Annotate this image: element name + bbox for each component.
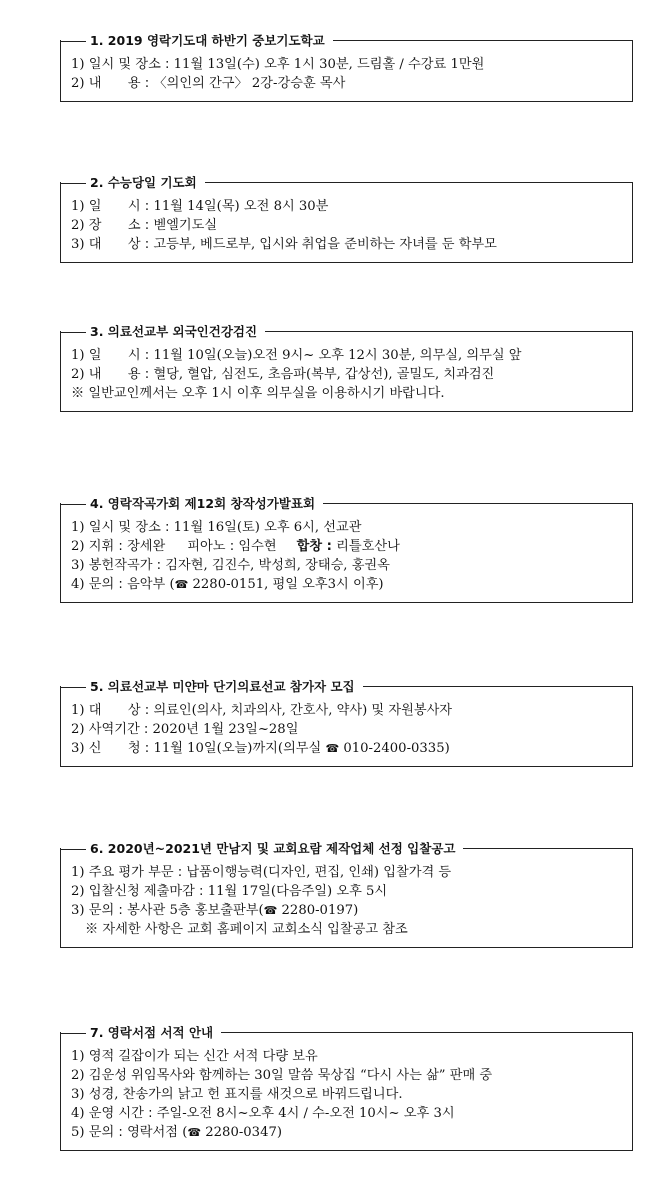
list-item xyxy=(71,1123,622,1142)
item-number: 3) xyxy=(71,1087,85,1102)
item-number: 3) xyxy=(71,237,85,252)
item-value: 김자현, 김진수, 박성희, 장태승, 홍권옥 xyxy=(161,558,390,573)
phone-icon: ☎ xyxy=(325,742,340,755)
item-value: 2280-0151, 평일 오후3시 이후) xyxy=(188,577,384,592)
item-value: 고등부, 베드로부, 입시와 취업을 준비하는 자녀를 둔 학부모 xyxy=(149,237,497,252)
item-label: 봉헌작곡가 : xyxy=(88,558,162,573)
item-value: 리틀호산나 xyxy=(331,539,400,554)
item-label: 지휘 : xyxy=(88,539,123,554)
list-item xyxy=(71,701,622,720)
item-label: 합창 : xyxy=(296,539,332,554)
notice-section-7 xyxy=(60,1025,633,1151)
item-label: 운영 시간 : xyxy=(88,1106,153,1121)
title-rule xyxy=(60,332,86,333)
item-number: 3) xyxy=(71,903,85,918)
phone-icon: ☎ xyxy=(174,578,189,591)
section-title-text: 2. 수능당일 기도회 xyxy=(90,175,197,190)
section-title xyxy=(61,31,333,51)
item-number: 5) xyxy=(71,1125,85,1140)
item-number: 2) xyxy=(71,539,85,554)
item-value: 김운성 위임목사와 함께하는 30일 말씀 묵상집 “다시 사는 삶” 판매 중 xyxy=(88,1068,493,1083)
item-number: 1) xyxy=(71,199,85,214)
list-item xyxy=(71,537,622,556)
item-number: 2) xyxy=(71,76,85,91)
list-item xyxy=(71,1066,622,1085)
item-number: 2) xyxy=(71,367,85,382)
item-value: 〈의인의 간구〉 2강-강승훈 목사 xyxy=(149,76,346,91)
item-number: 1) xyxy=(71,865,85,880)
item-value: 의료인(의사, 치과의사, 간호사, 약사) 및 자원봉사자 xyxy=(149,703,453,718)
item-label: 피아노 : xyxy=(187,539,235,554)
notice-section-3 xyxy=(60,324,633,412)
item-label: 일 시 : xyxy=(88,348,150,363)
item-value: 영락서점 ( xyxy=(122,1125,188,1140)
item-value: 장세완 xyxy=(122,539,166,554)
list-item xyxy=(71,1047,622,1066)
section-title-text: 4. 영락작곡가회 제12회 창작성가발표회 xyxy=(90,496,316,511)
list-item xyxy=(71,882,622,901)
item-label: 일시 및 장소 : xyxy=(88,57,170,72)
item-label: 일시 및 장소 : xyxy=(88,520,170,535)
item-label: 입찰신청 제출마감 : xyxy=(88,884,204,899)
item-number: 2) xyxy=(71,218,85,233)
list-item xyxy=(71,863,622,882)
list-item xyxy=(71,74,622,93)
section-title-text: 3. 의료선교부 외국인건강검진 xyxy=(90,324,258,339)
item-value: 납품이행능력(디자인, 편집, 인쇄) 입찰가격 등 xyxy=(182,865,452,880)
list-item xyxy=(71,720,622,739)
item-number: 1) xyxy=(71,57,85,72)
list-item xyxy=(71,346,622,365)
item-label: 문의 : xyxy=(88,903,123,918)
item-label: 내 용 : xyxy=(88,367,150,382)
title-rule xyxy=(60,41,86,42)
phone-icon: ☎ xyxy=(263,904,278,917)
item-label: 신 청 : xyxy=(88,741,150,756)
item-label: 문의 : xyxy=(88,577,123,592)
section-title xyxy=(61,677,363,697)
item-value: 11월 13일(수) 오후 1시 30분, 드림홀 / 수강료 1만원 xyxy=(169,57,485,72)
item-value: 임수현 xyxy=(234,539,277,554)
title-rule xyxy=(60,1033,86,1034)
item-value: 2020년 1월 23일~28일 xyxy=(148,722,299,737)
item-value: 영적 길잡이가 되는 신간 서적 다량 보유 xyxy=(88,1049,318,1064)
item-value: 벧엘기도실 xyxy=(149,218,218,233)
item-label: 주요 평가 부문 : xyxy=(88,865,183,880)
list-item xyxy=(71,197,622,216)
list-item xyxy=(71,575,622,594)
list-item xyxy=(71,55,622,74)
section-title xyxy=(61,839,463,859)
item-label: 일 시 : xyxy=(88,199,150,214)
item-value: 11월 10일(오늘)까지(의무실 xyxy=(149,741,326,756)
title-rule xyxy=(60,504,86,505)
notice-section-2 xyxy=(60,175,633,263)
phone-icon: ☎ xyxy=(187,1126,202,1139)
item-number: 3) xyxy=(71,741,85,756)
list-item xyxy=(71,1104,622,1123)
item-label: 장 소 : xyxy=(88,218,150,233)
item-number: 4) xyxy=(71,577,85,592)
item-value: 성경, 찬송가의 낡고 헌 표지를 새것으로 바꿔드립니다. xyxy=(88,1087,403,1102)
section-title-text: 7. 영락서점 서적 안내 xyxy=(90,1025,214,1040)
item-number: 2) xyxy=(71,722,85,737)
notice-section-6 xyxy=(60,841,633,948)
item-value: 2280-0347) xyxy=(201,1125,282,1140)
section-title-text: 5. 의료선교부 미얀마 단기의료선교 참가자 모집 xyxy=(90,679,355,694)
list-item xyxy=(71,235,622,254)
item-value: 주일-오전 8시~오후 4시 / 수-오전 10시~ 오후 3시 xyxy=(152,1106,455,1121)
item-number: 1) xyxy=(71,348,85,363)
list-item xyxy=(71,901,622,920)
item-value: 2280-0197) xyxy=(277,903,359,918)
item-label: 문의 : xyxy=(88,1125,123,1140)
item-value: 010-2400-0335) xyxy=(339,741,450,756)
section-note: ※ 자세한 사항은 교회 홈페이지 교회소식 입찰공고 참조 xyxy=(85,922,408,937)
list-item xyxy=(71,1085,622,1104)
item-value: 11월 16일(토) 오후 6시, 선교관 xyxy=(169,520,362,535)
item-label: 대 상 : xyxy=(88,237,150,252)
item-number: 2) xyxy=(71,884,85,899)
list-item xyxy=(71,216,622,235)
item-value: 11월 10일(오늘)오전 9시~ 오후 12시 30분, 의무실, 의무실 앞 xyxy=(149,348,522,363)
item-number: 1) xyxy=(71,520,85,535)
item-number: 4) xyxy=(71,1106,85,1121)
notice-section-4 xyxy=(60,496,633,603)
item-label: 사역기간 : xyxy=(88,722,149,737)
item-label: 대 상 : xyxy=(88,703,150,718)
list-item xyxy=(71,739,622,758)
list-item xyxy=(71,365,622,384)
title-rule xyxy=(60,687,86,688)
item-number: 2) xyxy=(71,1068,85,1083)
notice-section-5 xyxy=(60,679,633,767)
section-title xyxy=(61,322,265,342)
item-value: 음악부 ( xyxy=(122,577,175,592)
item-number: 3) xyxy=(71,558,85,573)
notice-section-1 xyxy=(60,33,633,102)
list-item xyxy=(71,556,622,575)
item-number: 1) xyxy=(71,1049,85,1064)
section-title-text: 1. 2019 영락기도대 하반기 중보기도학교 xyxy=(90,33,325,48)
section-title xyxy=(61,1023,221,1043)
item-value: 11월 17일(다음주일) 오후 5시 xyxy=(203,884,388,899)
title-rule xyxy=(60,183,86,184)
item-value: 11월 14일(목) 오전 8시 30분 xyxy=(149,199,329,214)
section-title xyxy=(61,173,205,193)
section-title-text: 6. 2020년~2021년 만남지 및 교회요람 제작업체 선정 입찰공고 xyxy=(90,841,456,856)
item-value: 혈당, 혈압, 심전도, 초음파(복부, 갑상선), 골밀도, 치과검진 xyxy=(149,367,495,382)
list-item xyxy=(71,518,622,537)
section-note: ※ 일반교인께서는 오후 1시 이후 의무실을 이용하시기 바랍니다. xyxy=(71,386,445,401)
title-rule xyxy=(60,849,86,850)
item-label: 내 용 : xyxy=(88,76,150,91)
item-value: 봉사관 5층 홍보출판부( xyxy=(122,903,264,918)
item-number: 1) xyxy=(71,703,85,718)
section-title xyxy=(61,494,323,514)
